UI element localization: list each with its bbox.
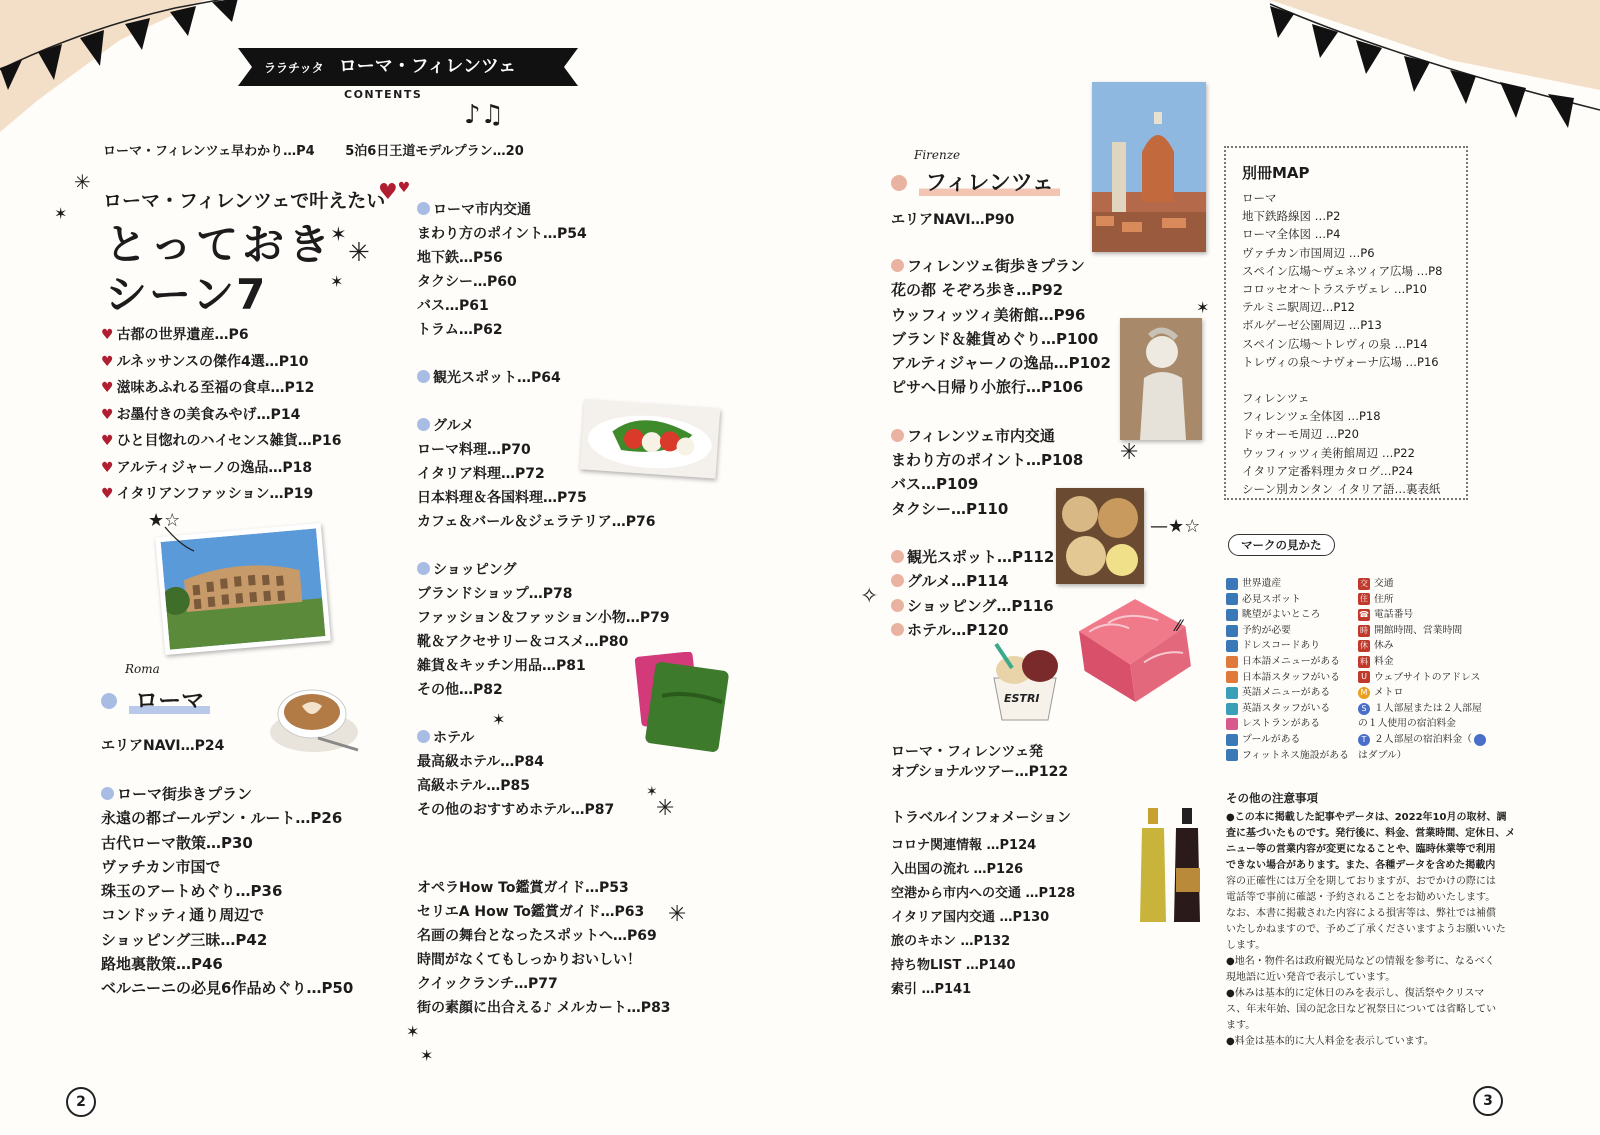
list-item[interactable]: ドゥオーモ周辺 …P20 (1242, 427, 1359, 442)
optional-tour[interactable] (891, 742, 1151, 782)
sparkle-icon: ✧ (860, 584, 879, 609)
bullet-dot (891, 623, 904, 636)
list-item[interactable]: セリエA How To鑑賞ガイド…P63 (417, 904, 645, 920)
notes-line: ます。 (1226, 1020, 1256, 1031)
shopping-title: ショッピング (417, 558, 737, 582)
legend-item: 料 料金 (1360, 655, 1394, 667)
sparkle-icon: ⁄⁄ (1176, 616, 1182, 635)
olive-oil-bottles-photo (1136, 808, 1208, 926)
list-item[interactable]: バス…P61 (417, 298, 489, 314)
list-item[interactable]: ボルゲーゼ公園周辺 …P13 (1242, 318, 1382, 333)
legend-icon: 時 (1360, 625, 1368, 635)
list-item[interactable]: ベルニーニの必見6作品めぐり…P50 (101, 979, 354, 998)
heart-icon: ♥ (101, 486, 114, 502)
list-item[interactable]: その他のおすすめホテル…P87 (417, 802, 615, 818)
scenes-list (101, 322, 401, 508)
bullet-dot (417, 418, 430, 431)
legend-icon: 交 (1360, 578, 1368, 588)
sparkle-icon: ✶ (646, 784, 658, 800)
notes-line: ス、年末年始、国の記念日など祝祭日については省略してい (1226, 1004, 1497, 1015)
list-item[interactable]: トレヴィの泉～ナヴォーナ広場 …P16 (1242, 354, 1439, 369)
list-item[interactable]: イタリア定番料理カタログ…P24 (1242, 463, 1414, 478)
legend-left (1226, 576, 1356, 763)
notes-line: 現地語に近い発音で表示しています。 (1226, 972, 1396, 983)
legend-item: U ウェブサイトのアドレス (1358, 670, 1490, 686)
firenze-heading (891, 166, 1060, 197)
notes-line: 電話等で事前に確認・予約されることをお勧めいたします。 (1226, 892, 1496, 903)
sparkle-icon: ✶ (1196, 298, 1210, 317)
heart-icon: ♥ (101, 406, 114, 423)
bullet-dot (101, 693, 117, 709)
bullet-dot (417, 562, 430, 575)
scenes-title-line2: シーン7 (105, 270, 268, 319)
legend-item: T ２人部屋の宿泊料金（ (1358, 732, 1490, 748)
right-page (800, 0, 1600, 1135)
legend-item: の１人使用の宿泊料金 (1358, 718, 1456, 730)
caprese-photo (580, 399, 721, 478)
legend-icon (1226, 593, 1238, 605)
legend-item: S １人部屋または２人部屋 (1358, 701, 1490, 717)
list-item[interactable]: 空港から市内への交通 …P128 (891, 886, 1076, 901)
sparkle-icon: ✶ (54, 204, 68, 223)
map-firenze-label: フィレンツェ (1242, 391, 1310, 406)
list-item[interactable]: ブランドショップ…P78 (417, 586, 573, 602)
list-item[interactable]: 持ち物LIST …P140 (891, 958, 1016, 973)
list-item[interactable]: イタリア料理…P72 (417, 466, 545, 482)
transport-title: ローマ市内交通 (417, 198, 737, 222)
list-item[interactable]: 最高級ホテル…P84 (417, 754, 545, 770)
list-item[interactable]: タクシー…P110 (891, 499, 1009, 518)
heart-icon: ♥ (101, 459, 114, 476)
legend-item: プールがある (1226, 732, 1356, 748)
legend-title: マークの見かた (1228, 534, 1335, 556)
page-number-left: 2 (66, 1087, 96, 1117)
legend-item: 交 交通 (1360, 578, 1394, 589)
bullet-dot (891, 574, 904, 587)
firenze-title: フィレンツェ (919, 171, 1060, 196)
legend-item: 時 開館時間、営業時間 (1360, 624, 1463, 636)
legend-icon (1226, 734, 1238, 746)
sparkle-icon: ✶ (492, 710, 506, 729)
notes-line: ●地名・物件名は政府観光局などの情報を参考に、なるべく (1226, 956, 1495, 967)
list-item[interactable]: 街の素顔に出合える♪ メルカート…P83 (417, 1000, 671, 1016)
legend-item: フィットネス施設がある (1226, 748, 1356, 764)
list-item[interactable]: 花の都 そぞろ歩き…P92 (891, 281, 1064, 300)
sightseeing-link[interactable]: 観光スポット…P64 (417, 366, 737, 390)
legend-item: 眺望がよいところ (1226, 607, 1356, 623)
model-plan-link[interactable]: 5泊6日王道モデルプラン…20 (345, 144, 524, 159)
list-item[interactable]: まわり方のポイント…P108 (891, 451, 1084, 470)
roma-walk-title: ローマ街歩きプラン (101, 782, 401, 806)
list-item[interactable]: 名画の舞台となったスポットへ…P69 (417, 928, 657, 944)
tour-line2: オプショナルツアー…P122 (891, 764, 1069, 780)
legend-icon: 料 (1360, 656, 1368, 666)
list-item[interactable]: 永遠の都ゴールデン・ルート…P26 (101, 809, 343, 828)
list-item[interactable]: 地下鉄…P56 (417, 250, 503, 266)
list-item[interactable]: タクシー…P60 (417, 274, 517, 290)
list-item[interactable]: ウッフィッツィ美術館…P96 (891, 305, 1086, 324)
notes-line: 査に基づいたものです。発行後に、料金、営業時間、定休日、メ (1226, 828, 1516, 839)
list-item[interactable]: コロッセオ～トラステヴェレ …P10 (1242, 282, 1427, 297)
legend-right (1358, 576, 1490, 763)
gourmet-title: グルメ (417, 414, 737, 438)
legend-icon (1226, 718, 1238, 730)
legend-item: レストランがある (1226, 716, 1356, 732)
list-item[interactable]: 雑貨＆キッチン用品…P81 (417, 658, 586, 674)
sparkle-icon: ✶ (420, 1046, 434, 1065)
hearts-icon: ♥♥ (378, 180, 411, 205)
star-doodle-icon: ★☆ (148, 510, 181, 531)
list-item[interactable]: カフェ＆バール＆ジェラテリア…P76 (417, 514, 656, 530)
legend-icon (1226, 671, 1238, 683)
notes-line: ●休みは基本的に定休日のみを表示し、復活祭やクリスマ (1226, 988, 1485, 999)
pin-line (160, 525, 200, 555)
legend-icon: S (1358, 703, 1370, 715)
bullet-dot (891, 259, 904, 272)
firenze-transport-title: フィレンツェ市内交通 (891, 424, 1131, 448)
notes-line: ニュー等の営業内容が変更になることや、臨時休業等で利用 (1226, 844, 1496, 855)
notes-title: その他の注意事項 (1226, 791, 1318, 805)
legend-item: ☎ 電話番号 (1359, 609, 1414, 621)
legend-item: 必見スポット (1226, 592, 1356, 608)
scenes-lead: ローマ・フィレンツェで叶えたい (103, 190, 386, 212)
roma-walk-block (101, 782, 401, 1001)
map-box-title: 別冊MAP (1242, 164, 1310, 182)
list-item[interactable]: ♥ イタリアンファッション…P19 (101, 486, 314, 502)
list-item[interactable]: ヴァチカン市国周辺 …P6 (1242, 245, 1375, 260)
notes-line: 容の正確性には万全を期しておりますが、おでかけの際には (1226, 876, 1496, 887)
list-item[interactable]: その他…P82 (417, 682, 503, 698)
legend-item: はダブル） (1358, 749, 1407, 761)
bullet-dot (417, 370, 430, 383)
list-item[interactable]: 日本料理＆各国料理…P75 (417, 490, 587, 506)
list-item[interactable]: 旅のキホン …P132 (891, 934, 1011, 949)
separate-map-box (1224, 146, 1468, 500)
list-item[interactable]: シーン別カンタン イタリア語…裏表紙 (1242, 482, 1441, 497)
legend-item: 予約が必要 (1226, 623, 1356, 639)
list-item[interactable]: ヴァチカン市国で (101, 857, 221, 876)
list-item[interactable]: ♥ お墨付きの美食みやげ…P14 (101, 406, 301, 423)
list-item[interactable]: イタリア国内交通 …P130 (891, 910, 1050, 925)
list-item[interactable]: ローマ全体図 …P4 (1242, 227, 1341, 242)
list-item[interactable]: フィレンツェ全体図 …P18 (1242, 409, 1381, 424)
notes-line: ●この本に掲載した記事やデータは、2022年10月の取材、調 (1226, 812, 1507, 823)
legend-item: 世界遺産 (1226, 576, 1356, 592)
list-item[interactable]: スペイン広場～トレヴィの泉 …P14 (1242, 336, 1428, 351)
list-item[interactable]: ホテル…P120 (891, 618, 1131, 642)
roma-script-label: Roma (125, 662, 160, 676)
double-room-icon (1474, 734, 1486, 746)
list-item[interactable]: バス…P109 (891, 475, 979, 494)
list-item[interactable]: ♥ ひと目惚れのハイセンス雑貨…P16 (101, 433, 342, 449)
legend-icon (1226, 687, 1238, 699)
list-item[interactable]: 高級ホテル…P85 (417, 778, 531, 794)
legend-icon (1226, 749, 1238, 761)
list-item[interactable]: ブランド＆雑貨めぐり…P100 (891, 329, 1099, 348)
page-number-right: 3 (1473, 1086, 1503, 1116)
list-item[interactable]: ローマ料理…P70 (417, 442, 531, 458)
legend-icon: T (1358, 734, 1370, 746)
title-banner (238, 48, 578, 86)
list-item[interactable]: ファッション＆ファッション小物…P79 (417, 610, 670, 626)
list-item[interactable]: 珠玉のアートめぐり…P36 (101, 882, 283, 901)
notes-line: ●料金は基本的に大人料金を表示しています。 (1226, 1036, 1434, 1047)
bullet-dot (417, 730, 430, 743)
bullet-dot (891, 599, 904, 612)
notes-block (1226, 790, 1516, 1050)
series-name: ララチッタ (264, 61, 324, 75)
music-notes-icon: ♪♫ (464, 100, 504, 130)
sparkle-icon: ✶ (330, 222, 347, 246)
sparkle-icon: ✳ (348, 238, 370, 268)
list-item[interactable]: ♥ アルティジャーノの逸品…P18 (101, 459, 313, 476)
sparkle-icon: ✳ (656, 796, 675, 821)
list-item[interactable]: ウッフィッツィ美術館周辺 …P22 (1242, 445, 1415, 460)
list-item[interactable]: スペイン広場～ヴェネツィア広場 …P8 (1242, 263, 1443, 278)
notes-line: いたしかねますので、予めご了承くださいますようお願いいた (1226, 924, 1506, 935)
list-item[interactable]: ♥ ルネッサンスの傑作4選…P10 (101, 353, 309, 370)
bullet-dot (891, 429, 904, 442)
list-item[interactable]: まわり方のポイント…P54 (417, 226, 587, 242)
list-item[interactable]: オペラHow To鑑賞ガイド…P53 (417, 880, 629, 896)
list-item[interactable]: トラム…P62 (417, 322, 503, 338)
leather-goods-photo (632, 652, 732, 756)
list-item[interactable]: ピサへ日帰り小旅行…P106 (891, 378, 1084, 397)
sparkle-icon: ✶ (406, 1022, 420, 1041)
bullet-dot (891, 175, 907, 191)
list-item[interactable]: ♥ 滋味あふれる至福の食卓…P12 (101, 380, 315, 396)
list-item[interactable]: 入出国の流れ …P126 (891, 862, 1024, 877)
list-item[interactable]: 観光スポット…P112 (891, 545, 1131, 569)
duomo-photo (1092, 82, 1206, 252)
roma-heading (101, 682, 210, 715)
list-item[interactable]: 地下鉄路線図 …P2 (1242, 209, 1341, 224)
cappuccino-photo (268, 676, 360, 758)
firenze-script-label: Firenze (914, 148, 961, 162)
legend-icon: 休 (1360, 641, 1368, 651)
guide-title: ローマ・フィレンツェ (338, 56, 517, 77)
legend-item: M メトロ (1358, 685, 1490, 701)
list-item[interactable]: 路地裏散策…P46 (101, 955, 223, 974)
roma-extras (417, 876, 737, 1020)
heart-icon: ♥ (101, 433, 114, 449)
list-item[interactable]: ショッピング三昧…P42 (101, 930, 268, 949)
legend-icon (1226, 578, 1238, 590)
tour-line1: ローマ・フィレンツェ発 (891, 744, 1043, 760)
list-item[interactable]: ショッピング…P116 (891, 594, 1131, 618)
legend-icon: 住 (1360, 594, 1368, 604)
bullet-dot (891, 550, 904, 563)
star-doodle-icon: —★☆ (1150, 516, 1201, 537)
legend-icon (1226, 656, 1238, 668)
list-item[interactable]: コンドッティ通り周辺で (101, 906, 265, 925)
sparkle-icon: ✳ (74, 170, 91, 194)
legend-icon: M (1358, 687, 1370, 699)
david-statue-photo (1120, 318, 1202, 440)
legend-item: 休 休み (1360, 640, 1394, 652)
gelato-cup-label: ESTRI (1004, 692, 1040, 705)
bullet-dot (417, 202, 430, 215)
firenze-walk-title: フィレンツェ街歩きプラン (891, 254, 1131, 278)
legend-item: ドレスコードあり (1226, 638, 1356, 654)
sparkle-icon: ✳ (668, 902, 687, 927)
list-item[interactable]: 索引 …P141 (891, 982, 972, 997)
contents-label: CONTENTS (344, 88, 423, 101)
legend-icon (1226, 640, 1238, 652)
legend-item: 日本語スタッフがいる (1226, 670, 1356, 686)
heart-icon: ♥ (101, 327, 114, 343)
legend-item: 住 住所 (1360, 593, 1394, 605)
sparkle-icon: ✶ (330, 272, 344, 291)
bullet-dot (101, 787, 114, 800)
map-roma-label: ローマ (1242, 191, 1277, 205)
list-item[interactable]: 時間がなくてもしっかりおいしい！ (417, 952, 641, 968)
paper-box-photo (1065, 586, 1199, 712)
list-item[interactable]: 靴＆アクセサリー＆コスメ…P80 (417, 634, 629, 650)
firenze-area-navi[interactable]: エリアNAVI…P90 (891, 212, 1015, 228)
legend-icon: ☎ (1359, 609, 1369, 619)
legend-item: 日本語メニューがある (1226, 654, 1356, 670)
legend-item: 英語メニューがある (1226, 685, 1356, 701)
roma-area-navi[interactable]: エリアNAVI…P24 (101, 738, 225, 754)
legend-icon (1226, 609, 1238, 621)
sparkle-icon: ✳ (1120, 440, 1139, 465)
notes-line: できない場合があります。また、各種データを含めた掲載内 (1226, 860, 1496, 871)
list-item[interactable]: コロナ関連情報 …P124 (891, 838, 1037, 853)
notes-line: なお、本書に掲載された内容による損害等は、弊社では補償 (1226, 908, 1496, 919)
hotel-title: ホテル (417, 726, 737, 750)
legend-item: 英語スタッフがいる (1226, 701, 1356, 717)
list-item[interactable]: グルメ…P114 (891, 569, 1131, 593)
notes-line: します。 (1226, 940, 1266, 951)
heart-icon: ♥ (101, 380, 114, 396)
heart-icon: ♥ (101, 353, 114, 370)
list-item[interactable]: テルミニ駅周辺…P12 (1242, 300, 1355, 315)
legend-icon (1226, 703, 1238, 715)
travel-info-title: トラベルインフォメーション (891, 810, 1072, 826)
list-item[interactable]: クイックランチ…P77 (417, 976, 558, 992)
scenes-title-line1: とっておき (105, 220, 335, 269)
quick-guide-link[interactable]: ローマ・フィレンツェ早わかり…P4 (103, 144, 315, 159)
list-item[interactable]: アルティジャーノの逸品…P102 (891, 354, 1111, 373)
list-item[interactable]: ♥ 古都の世界遺産…P6 (101, 327, 249, 343)
legend-icon: U (1358, 671, 1370, 683)
bread-photo (1056, 488, 1144, 584)
legend-icon (1226, 625, 1238, 637)
gelato-photo (986, 640, 1064, 722)
travel-info-block (891, 806, 1151, 1002)
list-item[interactable]: 古代ローマ散策…P30 (101, 833, 253, 852)
roma-title: ローマ (129, 688, 210, 714)
